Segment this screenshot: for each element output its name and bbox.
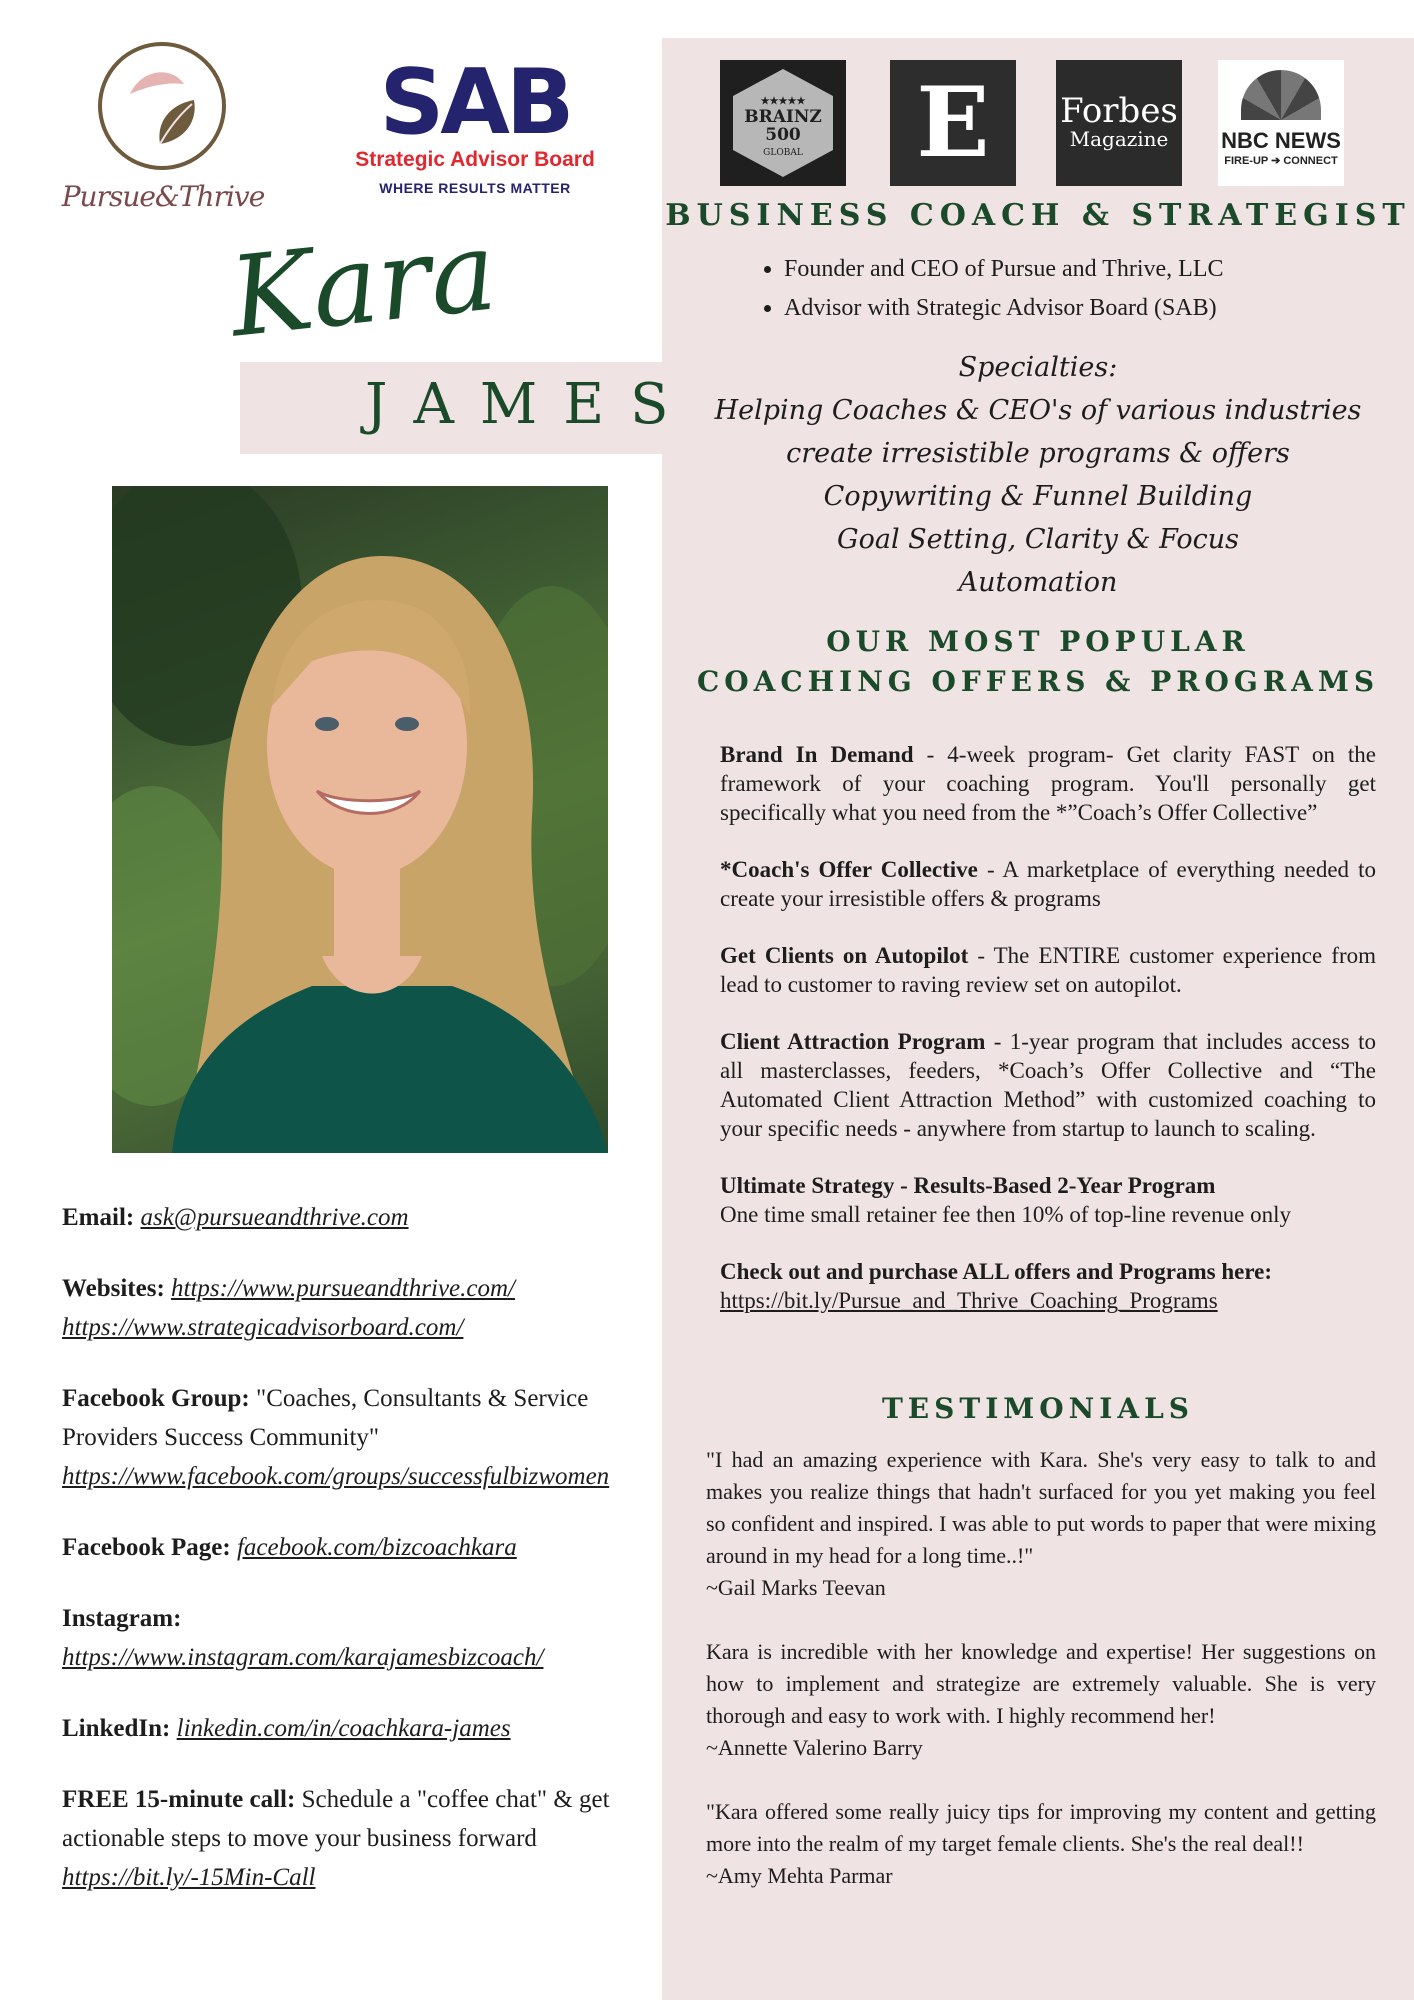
specialty-item: Helping Coaches & CEO's of various industries: [714, 395, 1362, 426]
specialty-item: Goal Setting, Clarity & Focus: [837, 524, 1239, 555]
websites-label: Websites:: [62, 1275, 165, 1302]
role-item: • Advisor with Strategic Advisor Board (SAB): [784, 289, 1404, 328]
brainz-500-badge: [720, 60, 846, 186]
testimonial-quote: "I had an amazing experience with Kara. She's very easy to talk to and makes you realize things that hadn't surfaced for you yet making you feel so confident and inspired. I was able to put words to paper that were mixing around in my head for a long time..!": [706, 1447, 1376, 1568]
offer-title: Get Clients on Autopilot: [720, 943, 969, 968]
offer-item: [720, 855, 1376, 913]
title-heading: BUSINESS COACH & STRATEGIST: [665, 198, 1411, 233]
website-link-pursue[interactable]: https://www.pursueandthrive.com/: [171, 1275, 516, 1302]
free-call-link[interactable]: https://bit.ly/-15Min-Call: [62, 1864, 316, 1891]
websites-row: [62, 1269, 622, 1347]
free-call-row: [62, 1780, 622, 1897]
offer-title: Ultimate Strategy - Results-Based 2-Year Program: [720, 1173, 1216, 1198]
brainz-text: ★★★★★ BRAINZ 500 GLOBAL: [720, 96, 846, 162]
nbc-line1: NBC NEWS: [1221, 128, 1341, 153]
testimonial-quote: Kara is incredible with her knowledge and expertise! Her suggestions on how to implement and strategize are extremely valuable. She is very thorough and easy to work with. I highly recommend her!: [706, 1639, 1376, 1728]
sab-tagline: WHERE RESULTS MATTER: [379, 180, 571, 196]
offers-heading-line2: COACHING OFFERS & PROGRAMS: [696, 665, 1380, 698]
instagram-label: Instagram:: [62, 1605, 182, 1632]
sab-logo: [340, 50, 610, 198]
facebook-page-link[interactable]: facebook.com/bizcoachkara: [236, 1534, 517, 1561]
specialty-item: Copywriting & Funnel Building: [823, 481, 1253, 512]
offers-cta-label: Check out and purchase ALL offers and Programs here:: [720, 1259, 1273, 1284]
testimonial-quote: "Kara offered some really juicy tips for improving my content and getting more into the realm of my target female clients. She's the real deal!!: [706, 1799, 1376, 1856]
nbc-news-badge: [1218, 60, 1344, 186]
facebook-page-label: Facebook Page:: [62, 1534, 231, 1561]
brainz-line3: GLOBAL: [763, 148, 803, 158]
offers-list: [720, 740, 1376, 1343]
peacock-icon: [1241, 70, 1321, 120]
offers-cta-link[interactable]: https://bit.ly/Pursue_and_Thrive_Coaching_Programs: [720, 1288, 1218, 1313]
email-label: Email:: [62, 1204, 135, 1231]
testimonials-heading: TESTIMONIALS: [881, 1392, 1195, 1425]
free-call-label: FREE 15-minute call:: [62, 1786, 296, 1813]
first-name: Kara: [224, 206, 502, 362]
specialties-label: Specialties:: [958, 352, 1118, 383]
instagram-row: [62, 1599, 622, 1677]
offer-item: [720, 1171, 1376, 1229]
offer-text: - 4-week program- Get clarity FAST on the framework of your coaching program. You'll personally get specifically what you need from the *”Coach’s Offer Collective”: [720, 742, 1376, 825]
email-row: [62, 1198, 622, 1237]
forbes-badge: [1056, 60, 1182, 186]
portrait-photo: [112, 486, 608, 1153]
linkedin-label: LinkedIn:: [62, 1715, 171, 1742]
testimonial-item: [706, 1636, 1376, 1764]
pursue-thrive-wordmark: Pursue&Thrive: [61, 180, 265, 213]
offer-item: [720, 1027, 1376, 1143]
offer-title: *Coach's Offer Collective: [720, 857, 978, 882]
sab-mark: SAB: [379, 50, 571, 155]
sab-name: Strategic Advisor Board: [355, 148, 595, 171]
testimonials-list: [706, 1444, 1376, 1924]
offer-title: Brand In Demand: [720, 742, 914, 767]
contact-section: [62, 1198, 622, 1929]
testimonial-item: [706, 1796, 1376, 1892]
offer-text: One time small retainer fee then 10% of top-line revenue only: [720, 1202, 1291, 1227]
testimonial-author: ~Gail Marks Teevan: [706, 1575, 886, 1600]
last-name: JAMES: [365, 372, 695, 437]
entrepreneur-badge: E: [890, 60, 1016, 186]
offer-text: - A marketplace of everything needed to create your irresistible offers & programs: [720, 857, 1376, 911]
testimonial-item: [706, 1444, 1376, 1604]
roles-list: [748, 250, 1404, 328]
offer-text: - 1-year program that includes access to all masterclasses, feeders, *Coach’s Offer Collective and “The Automated Client Attraction Method” with customized coaching to your specific needs - anywhere from startup to launch to scaling.: [720, 1029, 1376, 1141]
specialty-item: create irresistible programs & offers: [786, 438, 1290, 469]
brainz-line2: 500: [765, 125, 801, 145]
media-badges: [720, 60, 1340, 188]
nbc-line2: FIRE-UP ➔ CONNECT: [1224, 155, 1338, 167]
facebook-group-row: [62, 1379, 622, 1496]
offer-item: [720, 941, 1376, 999]
facebook-group-link[interactable]: https://www.facebook.com/groups/successfulbizwomen: [62, 1463, 610, 1490]
offers-cta: [720, 1257, 1376, 1315]
instagram-link[interactable]: https://www.instagram.com/karajamesbizcoach/: [62, 1644, 544, 1671]
portrait-illustration: [112, 486, 608, 1153]
forbes-line2: Magazine: [1069, 127, 1169, 151]
offer-item: [720, 740, 1376, 827]
specialties-section: [662, 346, 1414, 604]
role-item: • Founder and CEO of Pursue and Thrive, LLC: [784, 250, 1404, 289]
testimonial-author: ~Annette Valerino Barry: [706, 1735, 923, 1760]
offer-text: - The ENTIRE customer experience from lead to customer to raving review set on autopilot.: [720, 943, 1376, 997]
facebook-page-row: [62, 1528, 622, 1567]
facebook-group-label: Facebook Group:: [62, 1385, 250, 1412]
forbes-line1: Forbes: [1060, 91, 1178, 131]
website-link-sab[interactable]: https://www.strategicadvisorboard.com/: [62, 1314, 464, 1341]
brainz-line1: BRAINZ: [744, 107, 822, 127]
linkedin-link[interactable]: linkedin.com/in/coachkara-james: [176, 1715, 511, 1742]
linkedin-row: [62, 1709, 622, 1748]
offers-heading: [662, 622, 1414, 702]
offers-heading-line1: OUR MOST POPULAR: [826, 625, 1250, 658]
leaf-icon: [102, 46, 222, 166]
pursue-thrive-logo: [58, 38, 268, 218]
testimonial-author: ~Amy Mehta Parmar: [706, 1863, 893, 1888]
specialty-item: Automation: [958, 567, 1118, 598]
email-link[interactable]: ask@pursueandthrive.com: [140, 1204, 409, 1231]
logo-circle: [98, 42, 226, 170]
free-call-text: Schedule a "coffee chat" & get actionable steps to move your business forward: [62, 1786, 610, 1852]
offer-title: Client Attraction Program: [720, 1029, 986, 1054]
facebook-group-name: "Coaches, Consultants & Service Providers Success Community": [62, 1385, 589, 1451]
